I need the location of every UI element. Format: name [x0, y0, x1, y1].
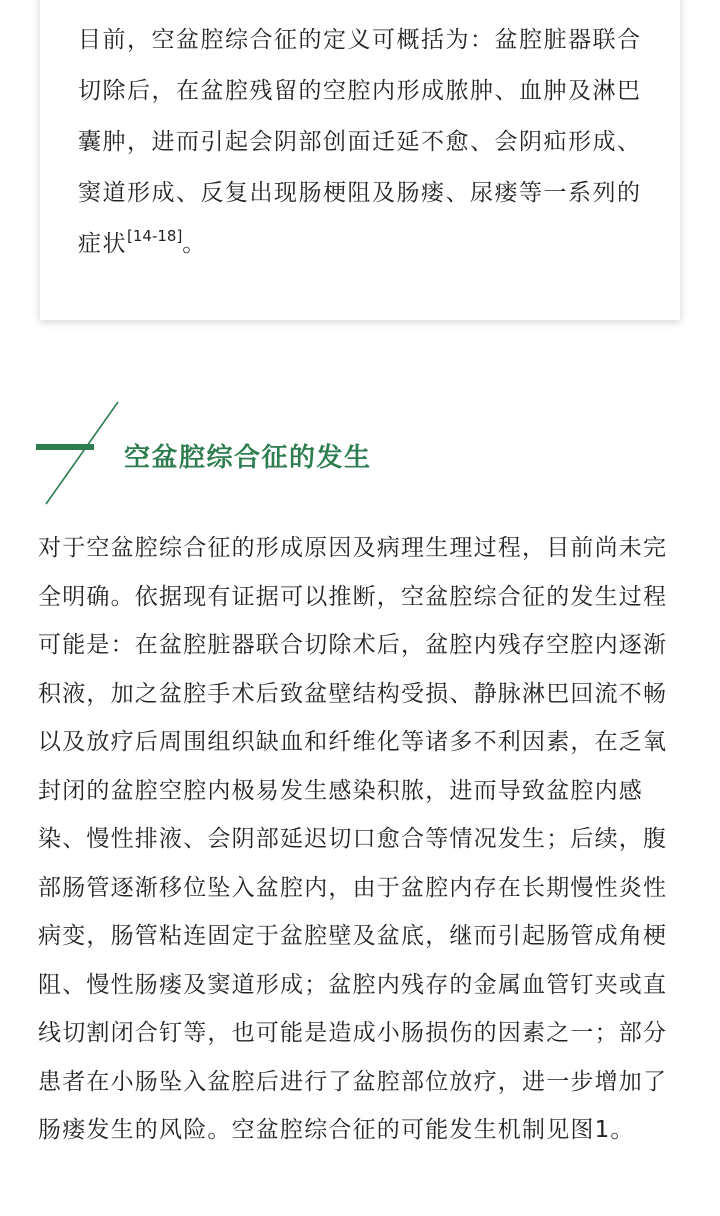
citation-reference[interactable]: [14-18]	[127, 227, 183, 245]
intro-paragraph	[78, 15, 650, 270]
section-slash-icon	[36, 398, 136, 508]
section-title: 空盆腔综合征的发生	[124, 443, 372, 473]
intro-end-punct: 。	[182, 231, 207, 257]
body-paragraph: 对于空盆腔综合征的形成原因及病理生理过程，目前尚未完全明确。依据现有证据可以推断，空盆腔综合征的发生过程可能是：在盆腔脏器联合切除术后，盆腔内残存空腔内逐渐积液，加之盆腔手术后致盆壁结构受损、静脉淋巴回流不畅以及放疗后周围组织缺血和纤维化等诸多不利因素，在乏氧封闭的盆腔空腔内极易发生感染积脓，进而导致盆腔内感染、慢性排液、会阴部延迟切口愈合等情况发生；后续，腹部肠管逐渐移位坠入盆腔内，由于盆腔内存在长期慢性炎性病变，肠管粘连固定于盆腔壁及盆底，继而引起肠管成角梗阻、慢性肠瘘及窦道形成；盆腔内残存的金属血管钉夹或直线切割闭合钉等，也可能是造成小肠损伤的因素之一；部分患者在小肠坠入盆腔后进行了盆腔部位放疗，进一步增加了肠瘘发生的风险。空盆腔综合征的可能发生机制见图1。	[38, 535, 668, 1143]
intro-text: 目前，空盆腔综合征的定义可概括为：盆腔脏器联合切除后，在盆腔残留的空腔内形成脓肿、血肿及淋巴囊肿，进而引起会阴部创面迁延不愈、会阴疝形成、窦道形成、反复出现肠梗阻及肠瘘、尿瘘等一系列的症状	[78, 27, 642, 257]
intro-card	[40, 0, 680, 320]
section-header	[36, 398, 636, 508]
